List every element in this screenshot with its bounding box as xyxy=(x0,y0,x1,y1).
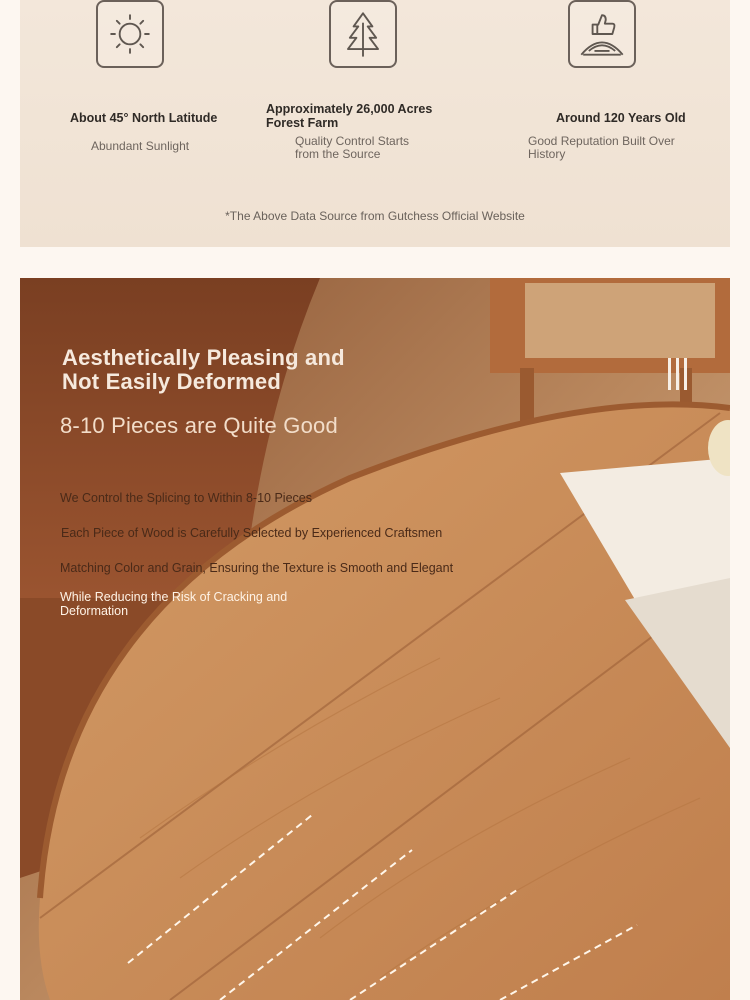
stat-history-subtitle: Good Reputation Built Over History xyxy=(528,134,675,161)
feature-line-1: We Control the Splicing to Within 8-10 Pieces xyxy=(60,491,312,505)
feature-headline: Aesthetically Pleasing and Not Easily Deformed xyxy=(62,345,345,394)
feature-line-4: While Reducing the Risk of Cracking and Deformation xyxy=(60,590,288,618)
sun-icon xyxy=(96,0,164,68)
pine-tree-icon xyxy=(329,0,397,68)
stat-latitude-title: About 45° North Latitude xyxy=(70,111,218,125)
feature-subheadline: 8-10 Pieces are Quite Good xyxy=(60,413,338,438)
feature-line-3: Matching Color and Grain, Ensuring the Texture is Smooth and Elegant xyxy=(60,561,454,575)
wood-table-photo xyxy=(20,278,730,1000)
stat-forest-subtitle: Quality Control Starts from the Source xyxy=(295,134,410,161)
data-source-note: *The Above Data Source from Gutchess Official Website xyxy=(225,209,525,223)
menu-bars-icon[interactable] xyxy=(668,358,690,390)
stat-history-title: Around 120 Years Old xyxy=(556,111,686,125)
stat-forest-title: Approximately 26,000 Acres Forest Farm xyxy=(266,102,433,130)
feature-line-2: Each Piece of Wood is Carefully Selected by Experienced Craftsmen xyxy=(61,526,443,540)
stat-latitude-subtitle: Abundant Sunlight xyxy=(91,139,190,153)
thumbs-up-icon xyxy=(568,0,636,68)
